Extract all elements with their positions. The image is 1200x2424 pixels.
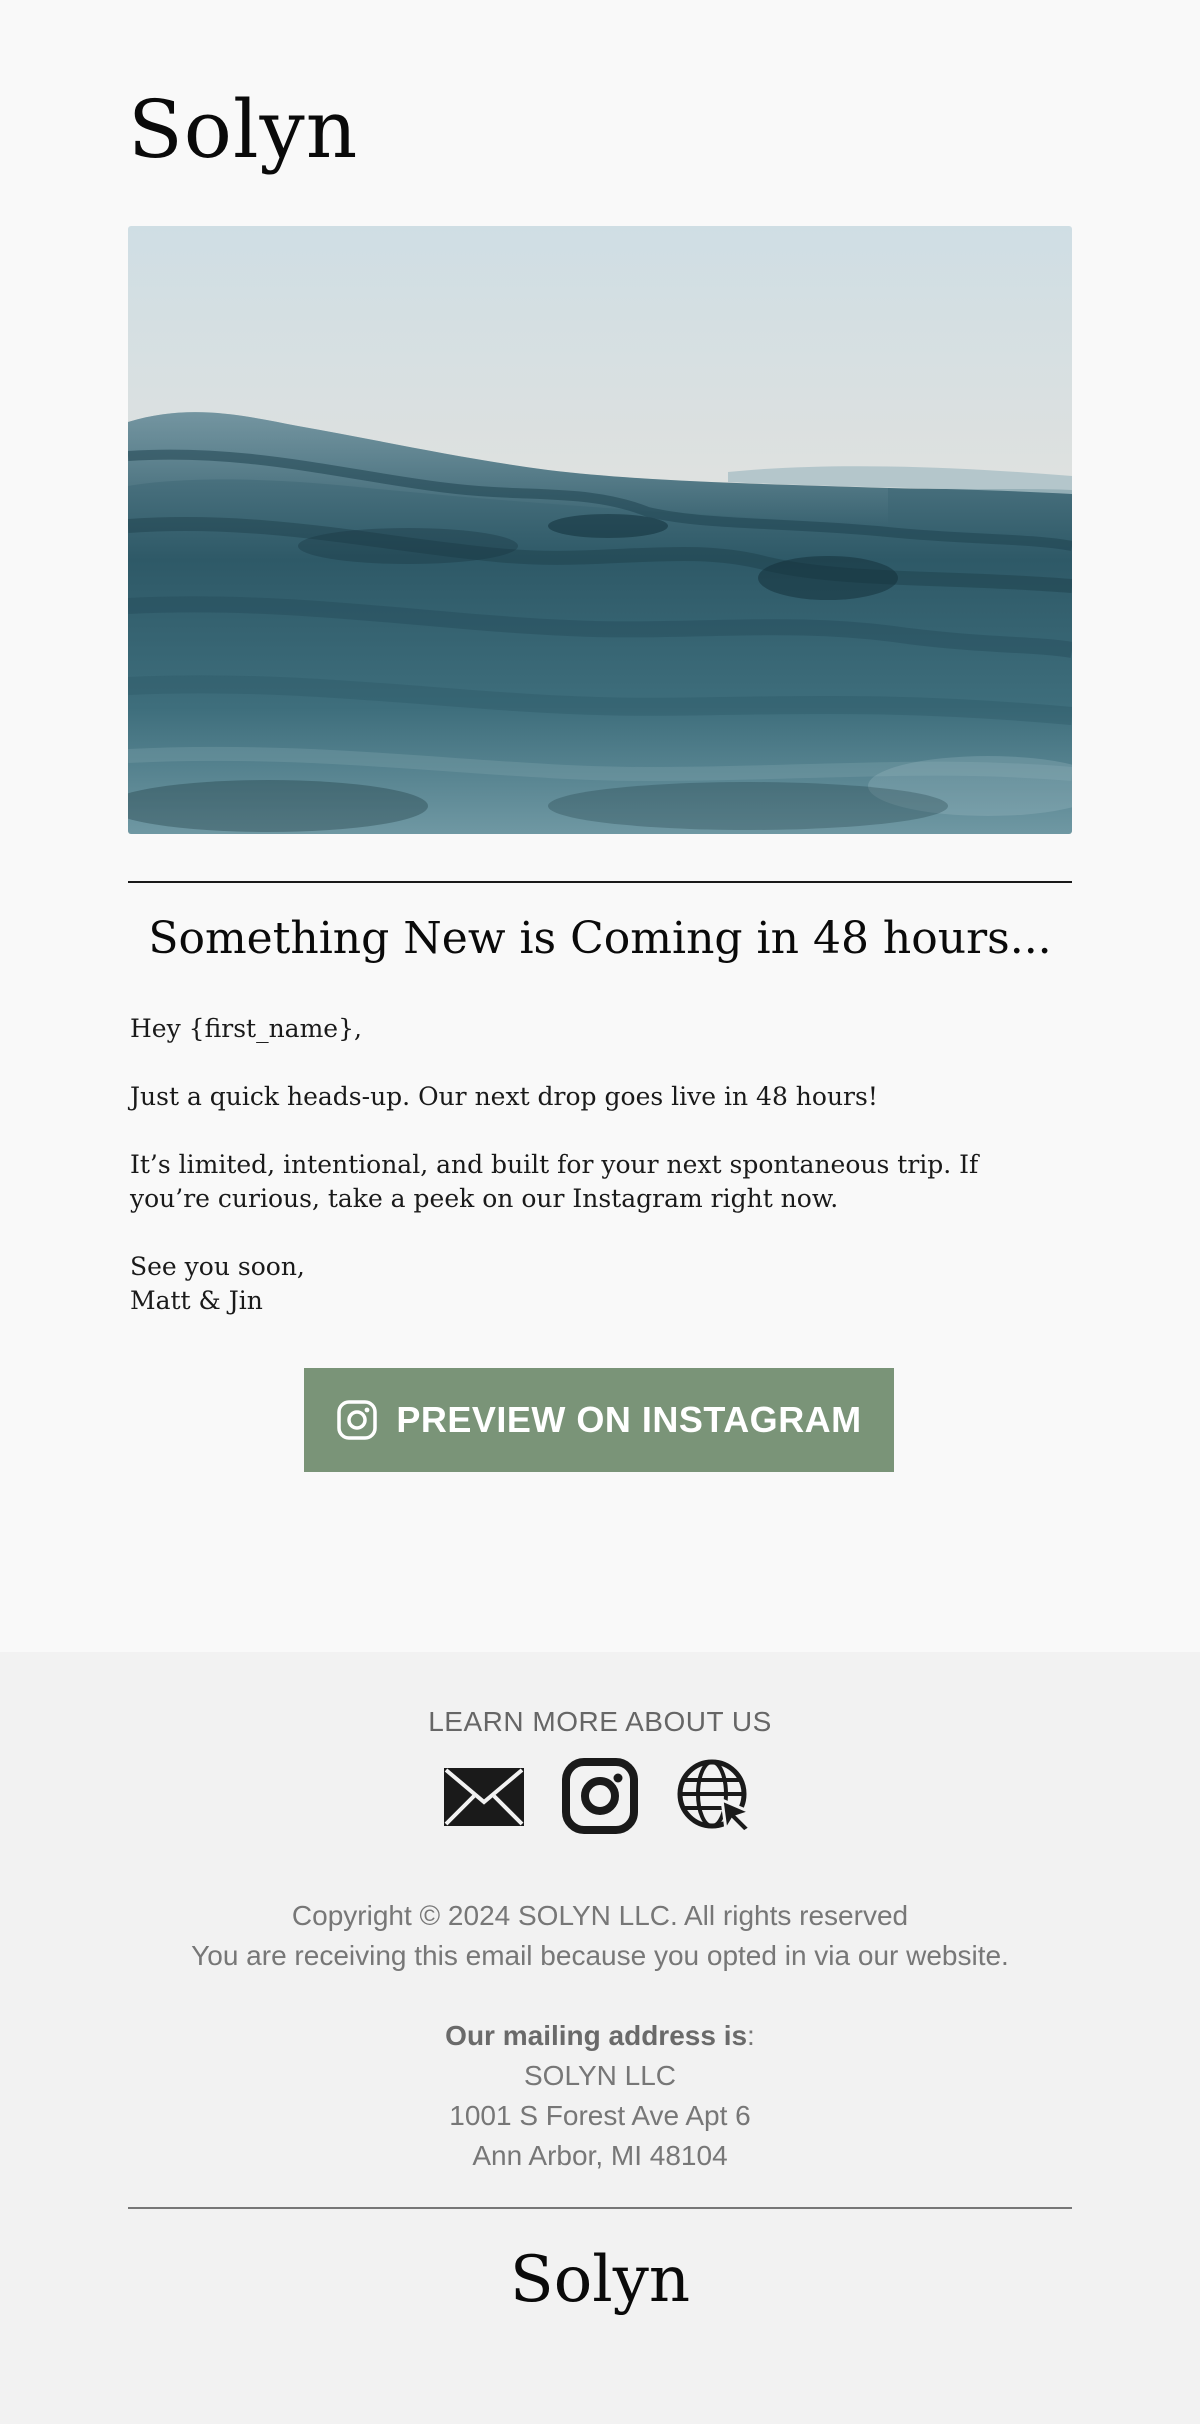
divider-bottom — [128, 2207, 1072, 2209]
body-paragraph-1: Just a quick heads-up. Our next drop goes live in 48 hours! — [130, 1082, 878, 1111]
website-link[interactable] — [676, 1758, 756, 1834]
hero-ocean-image — [128, 226, 1072, 834]
brand-logo: Solyn — [128, 83, 359, 176]
body-paragraph-2: It’s limited, intentional, and built for your next spontaneous trip. If you’re curious, take a peek on our Instagram right now. — [130, 1150, 979, 1213]
email-link[interactable] — [444, 1758, 524, 1834]
envelope-icon — [444, 1758, 524, 1834]
mailing-label: Our mailing address is — [445, 2020, 748, 2051]
copyright: Copyright © 2024 SOLYN LLC. All rights reserved — [291, 1900, 909, 1931]
divider-top — [128, 881, 1072, 883]
learn-more-heading: LEARN MORE ABOUT US — [428, 1706, 772, 1737]
mailing-address — [0, 2016, 1200, 2176]
greeting: Hey {first_name}, — [130, 1014, 362, 1043]
mailing-address-heading — [0, 2016, 1200, 2056]
legal-text — [0, 1896, 1200, 1976]
signoff-block — [130, 1250, 1030, 1318]
email-body — [130, 1012, 1030, 1352]
street-address: 1001 S Forest Ave Apt 6 — [449, 2100, 751, 2131]
footer-logo: Solyn — [509, 2243, 691, 2317]
instagram-link[interactable] — [560, 1758, 640, 1834]
email-headline: Something New is Coming in 48 hours... — [148, 913, 1052, 964]
preview-on-instagram-button[interactable] — [304, 1368, 894, 1472]
city-state-zip: Ann Arbor, MI 48104 — [472, 2140, 728, 2171]
opt-in-notice: You are receiving this email because you opted in via our website. — [191, 1940, 1009, 1971]
mailing-colon: : — [747, 2020, 755, 2051]
company-name: SOLYN LLC — [524, 2060, 676, 2091]
email-footer — [0, 1652, 1200, 2424]
social-links — [0, 1758, 1200, 1834]
cta-label: PREVIEW ON INSTAGRAM — [396, 1399, 862, 1440]
instagram-icon — [560, 1758, 640, 1834]
signoff: See you soon, — [130, 1252, 305, 1281]
globe-cursor-icon — [676, 1758, 756, 1834]
signature: Matt & Jin — [130, 1286, 263, 1315]
instagram-icon — [336, 1399, 378, 1441]
